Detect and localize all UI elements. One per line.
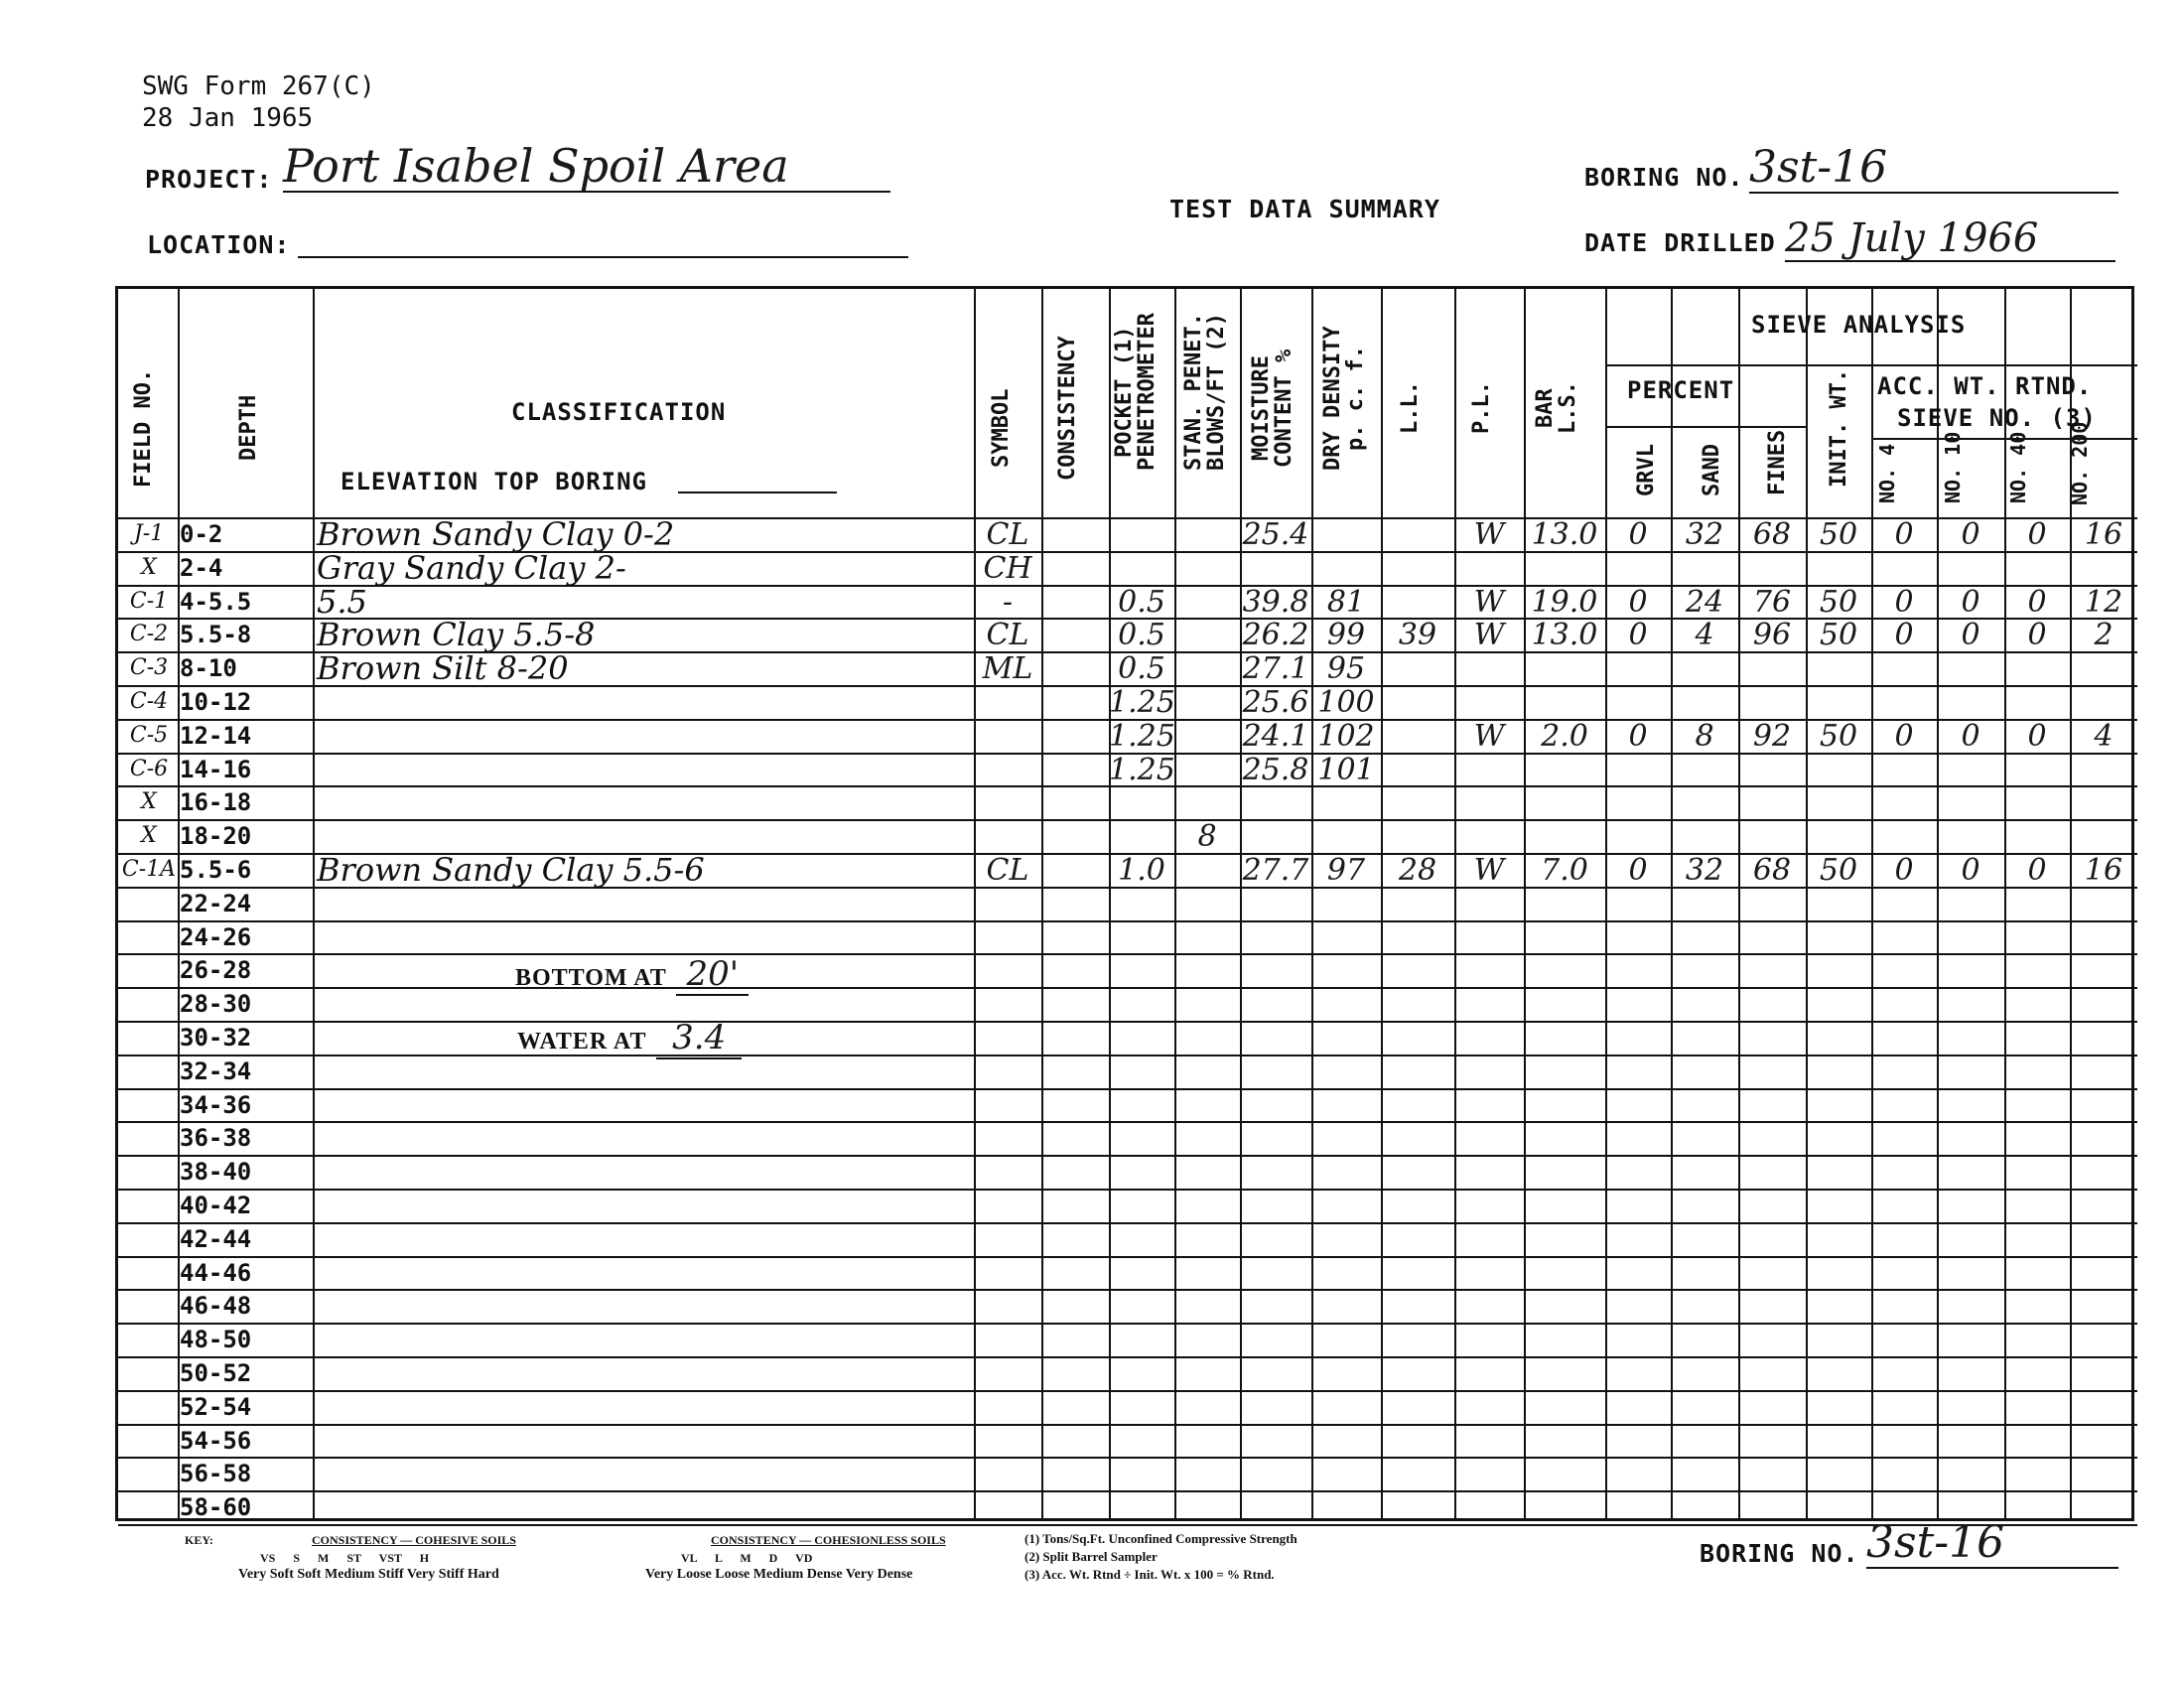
percent-header: PERCENT <box>1627 376 1735 404</box>
dens-cell: 99 <box>1326 618 1366 653</box>
depth-cell: 10-12 <box>180 688 252 716</box>
acc-header: ACC. WT. RTND. <box>1877 372 2093 400</box>
grid-column-line <box>1311 289 1313 1518</box>
grid-row-line <box>118 987 2137 989</box>
classification-cell: 5.5 <box>317 582 367 621</box>
dens-cell: 95 <box>1326 651 1366 687</box>
pocket-cell: 1.25 <box>1109 685 1175 720</box>
grid-row-line <box>118 1055 2137 1056</box>
grid-row-line <box>118 1121 2137 1123</box>
n200-cell: 16 <box>2084 853 2123 888</box>
grid-row-line <box>118 1021 2137 1023</box>
bottom-label: BOTTOM AT <box>515 965 667 991</box>
classification-cell: Brown Clay 5.5-8 <box>317 616 596 654</box>
depth-cell: 56-58 <box>180 1460 252 1488</box>
depth-cell: 28-30 <box>180 990 252 1019</box>
grvl-cell: 0 <box>1628 718 1648 754</box>
field-no-cell: X <box>141 823 157 849</box>
n4-cell: 0 <box>1894 584 1914 620</box>
cohesionless-codes: VL L M D VD <box>681 1551 813 1565</box>
init-cell: 50 <box>1819 853 1858 888</box>
grid-column-line <box>1041 289 1043 1518</box>
moist-cell: 27.1 <box>1242 651 1309 687</box>
n10-cell: 0 <box>1961 584 1980 620</box>
sym-cell: CH <box>983 550 1032 586</box>
n40-cell: 0 <box>2027 517 2047 552</box>
ll-cell: 39 <box>1398 618 1437 653</box>
pl-cell: W <box>1473 718 1505 754</box>
grid-column-line <box>1454 289 1456 1518</box>
grid-column-line <box>1109 289 1111 1518</box>
grid-column-line <box>313 289 315 1518</box>
grid-row-line <box>1605 426 1806 428</box>
pocket-cell: 0.5 <box>1118 584 1165 620</box>
moist-cell: 27.7 <box>1242 853 1309 888</box>
bottom-note <box>515 954 749 994</box>
grid-row-line <box>118 819 2137 821</box>
depth-cell: 36-38 <box>180 1124 252 1153</box>
grid-column-line <box>1738 289 1740 1518</box>
depth-cell: 5.5-8 <box>180 621 252 649</box>
n40-cell: 0 <box>2027 853 2047 888</box>
grid-column-line <box>2004 289 2006 1518</box>
bar-cell: 2.0 <box>1541 718 1588 754</box>
location-label: LOCATION: <box>147 230 291 259</box>
n40-cell: 0 <box>2027 618 2047 653</box>
depth-cell: 52-54 <box>180 1392 252 1421</box>
grid-row-line <box>1871 438 2137 440</box>
boring-label: BORING NO. <box>1584 163 1744 192</box>
moist-cell: 39.8 <box>1242 584 1309 620</box>
date-field[interactable] <box>1785 216 2116 262</box>
project-label: PROJECT: <box>145 165 273 194</box>
n40-cell: 0 <box>2027 718 2047 754</box>
grid-row-line <box>118 920 2137 922</box>
grid-column-line <box>1240 289 1242 1518</box>
depth-cell: 48-50 <box>180 1326 252 1354</box>
depth-cell: 4-5.5 <box>180 587 252 616</box>
key-label: KEY: <box>185 1533 213 1547</box>
init-cell: 50 <box>1819 718 1858 754</box>
sieve-no-header: SIEVE NO. (3) <box>1897 404 2097 432</box>
water-note <box>517 1018 742 1057</box>
depth-cell: 58-60 <box>180 1493 252 1522</box>
elevation-label: ELEVATION TOP BORING <box>341 468 647 495</box>
field-no-cell: C-4 <box>129 689 169 714</box>
field-no-cell: C-5 <box>129 722 169 748</box>
sym-cell: - <box>1002 584 1014 620</box>
grid-row-line <box>118 1155 2137 1157</box>
depth-cell: 34-36 <box>180 1090 252 1119</box>
col-classification: CLASSIFICATION <box>511 398 727 426</box>
field-no-cell: C-1A <box>121 857 177 882</box>
grid-column-line <box>1174 289 1176 1518</box>
grid-column-line <box>1671 289 1673 1518</box>
n10-cell: 0 <box>1961 517 1980 552</box>
depth-cell: 5.5-6 <box>180 856 252 884</box>
elevation-field[interactable] <box>678 464 837 493</box>
grid-row-line <box>118 1289 2137 1291</box>
n200-cell: 12 <box>2084 584 2123 620</box>
classification-cell: Brown Silt 8-20 <box>317 649 569 688</box>
page-title: TEST DATA SUMMARY <box>1169 195 1440 223</box>
depth-cell: 16-18 <box>180 788 252 817</box>
grid-row-line <box>118 1189 2137 1191</box>
pl-cell: W <box>1473 517 1505 552</box>
depth-cell: 22-24 <box>180 889 252 917</box>
depth-cell: 40-42 <box>180 1192 252 1219</box>
grid-row-line <box>118 1390 2137 1392</box>
pocket-cell: 1.0 <box>1118 853 1165 888</box>
pl-cell: W <box>1473 618 1505 653</box>
moist-cell: 25.4 <box>1242 517 1309 552</box>
fines-cell: 92 <box>1752 718 1792 754</box>
col-bar: BAR L.S. <box>1533 381 1581 435</box>
depth-cell: 0-2 <box>180 520 223 548</box>
field-no-cell: C-3 <box>129 655 169 681</box>
moist-cell: 25.8 <box>1242 752 1309 787</box>
col-init: INIT. WT. <box>1827 368 1851 488</box>
pocket-cell: 0.5 <box>1118 651 1165 687</box>
init-cell: 50 <box>1819 584 1858 620</box>
grid-row-line <box>1605 364 2137 366</box>
cohesive-words: Very Soft Soft Medium Stiff Very Stiff Hard <box>238 1567 499 1582</box>
moist-cell: 24.1 <box>1242 718 1309 754</box>
grid-row-line <box>118 1424 2137 1426</box>
dens-cell: 101 <box>1317 752 1375 787</box>
depth-cell: 24-26 <box>180 922 252 951</box>
pocket-cell: 1.25 <box>1109 752 1175 787</box>
bar-cell: 13.0 <box>1531 517 1598 552</box>
sym-cell: ML <box>982 651 1033 687</box>
grid-column-line <box>1605 289 1607 1518</box>
field-no-cell: X <box>141 789 157 815</box>
pocket-cell: 1.25 <box>1109 718 1175 754</box>
footer-boring-label: BORING NO. <box>1700 1539 1859 1568</box>
grid-row-line <box>118 1490 2137 1492</box>
grid-row-line <box>118 1256 2137 1258</box>
moist-cell: 26.2 <box>1242 618 1309 653</box>
sym-cell: CL <box>986 618 1029 653</box>
sieve-analysis-header: SIEVE ANALYSIS <box>1751 311 1967 339</box>
col-ll: L.L. <box>1398 381 1423 435</box>
test-data-table <box>115 286 2134 1521</box>
cohesive-title: CONSISTENCY — COHESIVE SOILS <box>312 1533 516 1547</box>
pocket-cell: 0.5 <box>1118 618 1165 653</box>
init-cell: 50 <box>1819 618 1858 653</box>
pl-cell: W <box>1473 853 1505 888</box>
grvl-cell: 0 <box>1628 618 1648 653</box>
boring-field[interactable] <box>1749 144 2118 194</box>
n4-cell: 0 <box>1894 517 1914 552</box>
bar-cell: 19.0 <box>1531 584 1598 620</box>
sand-cell: 32 <box>1685 517 1724 552</box>
depth-cell: 50-52 <box>180 1359 252 1387</box>
sym-cell: CL <box>986 853 1029 888</box>
depth-cell: 8-10 <box>180 654 237 683</box>
col-no200: NO. 200 <box>2068 421 2092 505</box>
col-sand: SAND <box>1700 444 1724 497</box>
dens-cell: 100 <box>1317 685 1375 720</box>
depth-cell: 54-56 <box>180 1426 252 1455</box>
n40-cell: 0 <box>2027 584 2047 620</box>
fines-cell: 96 <box>1752 618 1792 653</box>
depth-cell: 38-40 <box>180 1158 252 1187</box>
col-no4: NO. 4 <box>1875 443 1899 503</box>
grid-column-line <box>1871 289 1873 1518</box>
n10-cell: 0 <box>1961 853 1980 888</box>
dens-cell: 97 <box>1326 853 1366 888</box>
n4-cell: 0 <box>1894 618 1914 653</box>
date-label: DATE DRILLED <box>1584 228 1776 257</box>
col-fines: FINES <box>1765 429 1790 496</box>
moist-cell: 25.6 <box>1242 685 1309 720</box>
sym-cell: CL <box>986 517 1029 552</box>
depth-cell: 42-44 <box>180 1224 252 1253</box>
grid-row-line <box>118 1356 2137 1358</box>
classification-cell: Brown Sandy Clay 5.5-6 <box>317 851 705 889</box>
sand-cell: 24 <box>1685 584 1724 620</box>
project-field[interactable] <box>283 141 890 193</box>
col-symbol: SYMBOL <box>989 388 1014 468</box>
field-no-cell: C-6 <box>129 756 169 781</box>
fines-cell: 76 <box>1752 584 1792 620</box>
bar-cell: 7.0 <box>1541 853 1588 888</box>
grvl-cell: 0 <box>1628 853 1648 888</box>
init-cell: 50 <box>1819 517 1858 552</box>
n200-cell: 4 <box>2094 718 2114 754</box>
boring-value: 3st-16 <box>1749 142 1888 193</box>
bar-cell: 13.0 <box>1531 618 1598 653</box>
sand-cell: 4 <box>1695 618 1714 653</box>
grid-column-line <box>974 289 976 1518</box>
classification-cell: Brown Sandy Clay 0-2 <box>317 515 675 553</box>
field-no-cell: C-2 <box>129 622 169 647</box>
field-no-cell: C-1 <box>129 588 169 614</box>
depth-cell: 44-46 <box>180 1258 252 1287</box>
depth-cell: 14-16 <box>180 755 252 783</box>
grid-row-line <box>118 953 2137 955</box>
location-field[interactable] <box>298 220 908 258</box>
grid-column-line <box>1937 289 1939 1518</box>
grid-column-line <box>1806 289 1808 1518</box>
depth-cell: 18-20 <box>180 822 252 851</box>
depth-cell: 30-32 <box>180 1024 252 1052</box>
water-value: 3.4 <box>656 1018 742 1059</box>
col-depth: DEPTH <box>236 394 261 462</box>
n200-cell: 2 <box>2094 618 2114 653</box>
grid-column-line <box>2070 289 2072 1518</box>
fines-cell: 68 <box>1752 517 1792 552</box>
dens-cell: 81 <box>1326 584 1366 620</box>
dens-cell: 102 <box>1317 718 1375 754</box>
bottom-value: 20' <box>676 954 749 996</box>
grid-row-line <box>118 1524 2137 1526</box>
fines-cell: 68 <box>1752 853 1792 888</box>
grid-row-line <box>118 1222 2137 1224</box>
cohesive-codes: VS S M ST VST H <box>260 1551 430 1565</box>
footer-boring-value: 3st-16 <box>1866 1517 2005 1568</box>
n4-cell: 0 <box>1894 718 1914 754</box>
depth-cell: 26-28 <box>180 956 252 985</box>
depth-cell: 32-34 <box>180 1056 252 1085</box>
grid-row-line <box>118 1088 2137 1090</box>
depth-cell: 12-14 <box>180 721 252 750</box>
blows-cell: 8 <box>1197 819 1217 855</box>
sand-cell: 32 <box>1685 853 1724 888</box>
col-no40: NO. 40 <box>2006 431 2030 503</box>
grvl-cell: 0 <box>1628 584 1648 620</box>
grid-column-line <box>1381 289 1383 1518</box>
water-label: WATER AT <box>517 1029 647 1055</box>
field-no-cell: J-1 <box>133 521 165 546</box>
pl-cell: W <box>1473 584 1505 620</box>
note-2: (2) Split Barrel Sampler <box>1024 1549 1158 1564</box>
footer-boring-field[interactable] <box>1866 1519 2118 1569</box>
cohesionless-title: CONSISTENCY — COHESIONLESS SOILS <box>711 1533 946 1547</box>
note-1: (1) Tons/Sq.Ft. Unconfined Compressive Strength <box>1024 1531 1297 1546</box>
form-date: 28 Jan 1965 <box>142 103 314 133</box>
note-3: (3) Acc. Wt. Rtnd ÷ Init. Wt. x 100 = % Rtnd. <box>1024 1567 1275 1582</box>
col-moisture: MOISTURE CONTENT % <box>1249 349 1297 468</box>
grid-row-line <box>118 1457 2137 1459</box>
ll-cell: 28 <box>1398 853 1437 888</box>
n10-cell: 0 <box>1961 618 1980 653</box>
n4-cell: 0 <box>1894 853 1914 888</box>
cohesionless-words: Very Loose Loose Medium Dense Very Dense <box>645 1567 913 1582</box>
col-no10: NO. 10 <box>1941 431 1965 503</box>
project-value: Port Isabel Spoil Area <box>283 139 789 193</box>
date-value: 25 July 1966 <box>1785 215 2039 261</box>
col-pocket: POCKET (1) PENETROMETER <box>1112 313 1160 472</box>
n10-cell: 0 <box>1961 718 1980 754</box>
field-no-cell: X <box>141 554 157 580</box>
depth-cell: 46-48 <box>180 1292 252 1321</box>
form-id: SWG Form 267(C) <box>142 71 375 101</box>
col-pl: P.L. <box>1469 381 1494 435</box>
col-stan: STAN. PENET. BLOWS/FT (2) <box>1181 313 1230 472</box>
col-density: DRY DENSITY p. c. f. <box>1320 326 1369 471</box>
grid-row-line <box>118 1323 2137 1325</box>
depth-cell: 2-4 <box>180 553 223 582</box>
grid-column-line <box>1524 289 1526 1518</box>
sand-cell: 8 <box>1695 718 1714 754</box>
n200-cell: 16 <box>2084 517 2123 552</box>
col-consistency: CONSISTENCY <box>1055 336 1080 481</box>
grvl-cell: 0 <box>1628 517 1648 552</box>
col-field-no: FIELD NO. <box>131 368 156 488</box>
classification-cell: Gray Sandy Clay 2- <box>317 548 626 587</box>
col-grvl: GRVL <box>1634 444 1659 497</box>
